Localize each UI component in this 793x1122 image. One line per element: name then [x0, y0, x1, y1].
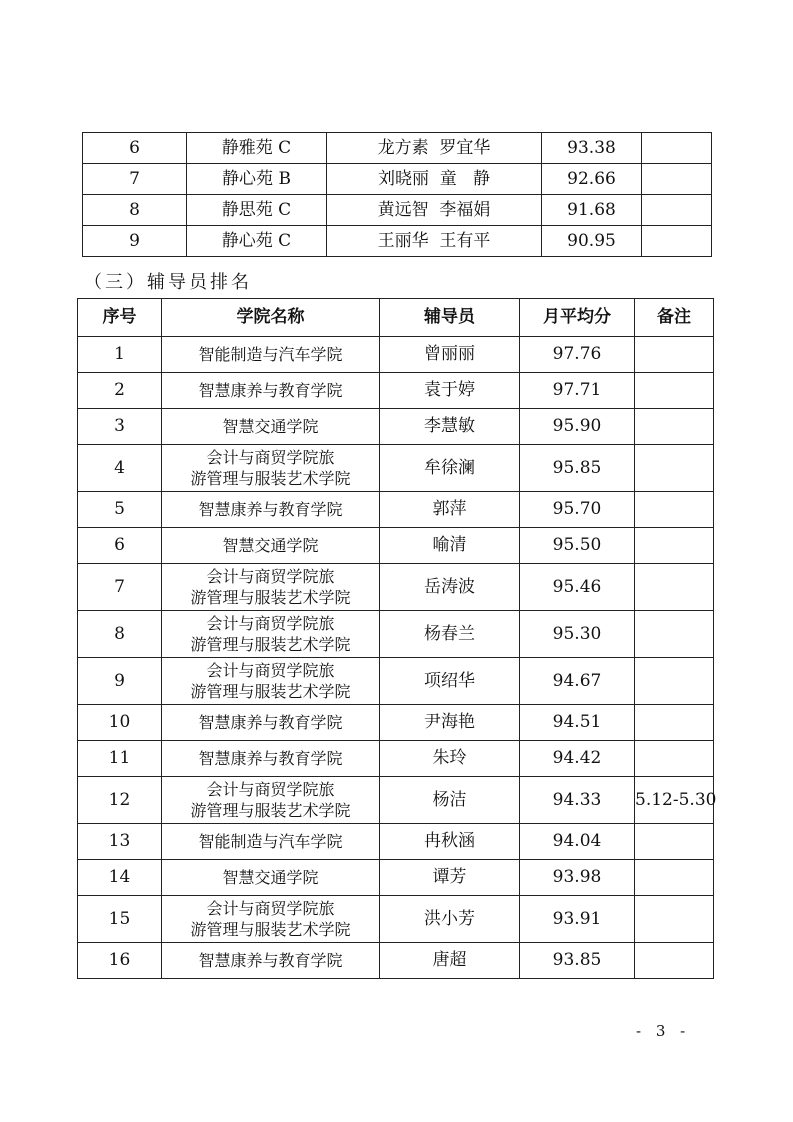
counselor-name: 李慧敏 — [380, 409, 520, 445]
college-name-line: 智慧康养与教育学院 — [198, 500, 343, 519]
college-name — [162, 860, 380, 896]
college-name — [162, 528, 380, 564]
dorm-name: 静心苑 B — [187, 164, 327, 195]
counselor-ranking-table — [77, 298, 717, 979]
table-row — [78, 611, 714, 658]
row-index: 1 — [78, 337, 162, 373]
monthly-average-score: 93.98 — [520, 860, 635, 896]
remarks — [635, 824, 714, 860]
table-row — [78, 492, 714, 528]
college-name-line: 智慧交通学院 — [222, 536, 319, 555]
counselor-name: 谭芳 — [380, 860, 520, 896]
table-row — [78, 741, 714, 777]
dorm-staff-names: 龙方素 罗宜华 — [327, 133, 542, 164]
remarks — [635, 528, 714, 564]
counselor-name: 牟徐澜 — [380, 445, 520, 492]
college-name — [162, 705, 380, 741]
college-name — [162, 896, 380, 943]
table-row — [78, 373, 714, 409]
counselor-name: 项绍华 — [380, 658, 520, 705]
dorm-name: 静思苑 C — [187, 195, 327, 226]
table-row — [83, 133, 712, 164]
score: 93.38 — [542, 133, 642, 164]
remarks — [635, 658, 714, 705]
table-row — [78, 337, 714, 373]
monthly-average-score: 93.91 — [520, 896, 635, 943]
counselor-name: 尹海艳 — [380, 705, 520, 741]
dorm-staff-names: 刘晓丽 童 静 — [327, 164, 542, 195]
college-name — [162, 492, 380, 528]
college-name — [162, 741, 380, 777]
college-name — [162, 943, 380, 979]
row-index: 8 — [83, 195, 187, 226]
college-name — [162, 445, 380, 492]
row-index: 15 — [78, 896, 162, 943]
row-index: 3 — [78, 409, 162, 445]
counselor-name: 杨洁 — [380, 777, 520, 824]
remarks — [635, 492, 714, 528]
college-name-line: 智慧康养与教育学院 — [198, 381, 343, 400]
dorm-name: 静心苑 C — [187, 226, 327, 257]
row-index: 13 — [78, 824, 162, 860]
college-name-line: 智慧交通学院 — [222, 417, 319, 436]
college-name-line: 会计与商贸学院旅 — [206, 661, 335, 680]
row-index: 9 — [78, 658, 162, 705]
dorm-table-body — [83, 133, 712, 257]
college-name-line: 智慧康养与教育学院 — [198, 749, 343, 768]
counselor-name: 朱玲 — [380, 741, 520, 777]
monthly-average-score: 95.85 — [520, 445, 635, 492]
college-name-line: 游管理与服装艺术学院 — [190, 801, 351, 820]
counselor-name: 唐超 — [380, 943, 520, 979]
remarks — [635, 860, 714, 896]
counselor-name: 冉秋涵 — [380, 824, 520, 860]
remarks — [635, 611, 714, 658]
college-name — [162, 409, 380, 445]
monthly-average-score: 95.70 — [520, 492, 635, 528]
header-remarks: 备注 — [635, 299, 714, 337]
college-name — [162, 611, 380, 658]
college-name-line: 游管理与服装艺术学院 — [190, 920, 351, 939]
college-name-line: 智慧康养与教育学院 — [198, 713, 343, 732]
remarks — [635, 741, 714, 777]
college-name-line: 游管理与服装艺术学院 — [190, 635, 351, 654]
college-name-line: 智能制造与汽车学院 — [198, 832, 343, 851]
header-monthly-average: 月平均分 — [520, 299, 635, 337]
monthly-average-score: 94.51 — [520, 705, 635, 741]
remarks — [642, 195, 712, 226]
table-row — [78, 564, 714, 611]
table-row — [78, 658, 714, 705]
counselor-table-header-row — [78, 299, 714, 337]
remarks — [635, 896, 714, 943]
monthly-average-score: 97.76 — [520, 337, 635, 373]
dorm-staff-names: 王丽华 王有平 — [327, 226, 542, 257]
row-index: 4 — [78, 445, 162, 492]
remarks — [635, 445, 714, 492]
header-counselor: 辅导员 — [380, 299, 520, 337]
college-name — [162, 373, 380, 409]
row-index: 7 — [83, 164, 187, 195]
monthly-average-score: 95.30 — [520, 611, 635, 658]
remarks — [642, 164, 712, 195]
college-name-line: 游管理与服装艺术学院 — [190, 682, 351, 701]
counselor-name: 洪小芳 — [380, 896, 520, 943]
row-index: 6 — [78, 528, 162, 564]
remarks — [635, 337, 714, 373]
score: 91.68 — [542, 195, 642, 226]
college-name-line: 会计与商贸学院旅 — [206, 448, 335, 467]
dorm-name: 静雅苑 C — [187, 133, 327, 164]
monthly-average-score: 94.67 — [520, 658, 635, 705]
table-row — [78, 445, 714, 492]
counselor-name: 袁于婷 — [380, 373, 520, 409]
monthly-average-score: 95.46 — [520, 564, 635, 611]
row-index: 7 — [78, 564, 162, 611]
monthly-average-score: 93.85 — [520, 943, 635, 979]
row-index: 12 — [78, 777, 162, 824]
remarks — [635, 564, 714, 611]
counselor-name: 岳涛波 — [380, 564, 520, 611]
remarks — [635, 705, 714, 741]
college-name — [162, 777, 380, 824]
table-row — [78, 777, 714, 824]
remarks — [635, 409, 714, 445]
remarks — [642, 133, 712, 164]
counselor-name: 杨春兰 — [380, 611, 520, 658]
table-row — [78, 896, 714, 943]
college-name-line: 会计与商贸学院旅 — [206, 899, 335, 918]
row-index: 2 — [78, 373, 162, 409]
header-college: 学院名称 — [162, 299, 380, 337]
monthly-average-score: 94.42 — [520, 741, 635, 777]
college-name-line: 游管理与服装艺术学院 — [190, 469, 351, 488]
dorm-staff-names: 黄远智 李福娟 — [327, 195, 542, 226]
table-row — [78, 705, 714, 741]
monthly-average-score: 95.50 — [520, 528, 635, 564]
college-name-line: 智能制造与汽车学院 — [198, 345, 343, 364]
row-index: 9 — [83, 226, 187, 257]
monthly-average-score: 94.33 — [520, 777, 635, 824]
row-index: 10 — [78, 705, 162, 741]
monthly-average-score: 97.71 — [520, 373, 635, 409]
college-name-line: 会计与商贸学院旅 — [206, 780, 335, 799]
header-index: 序号 — [78, 299, 162, 337]
table-row — [78, 409, 714, 445]
row-index: 11 — [78, 741, 162, 777]
monthly-average-score: 95.90 — [520, 409, 635, 445]
row-index: 8 — [78, 611, 162, 658]
college-name — [162, 658, 380, 705]
counselor-name: 郭萍 — [380, 492, 520, 528]
table-row — [83, 195, 712, 226]
table-row — [83, 164, 712, 195]
counselor-name: 曾丽丽 — [380, 337, 520, 373]
table-row — [78, 528, 714, 564]
college-name-line: 会计与商贸学院旅 — [206, 567, 335, 586]
table-row — [78, 943, 714, 979]
score: 92.66 — [542, 164, 642, 195]
table-row — [78, 824, 714, 860]
row-index: 6 — [83, 133, 187, 164]
remarks — [642, 226, 712, 257]
counselor-name: 喻清 — [380, 528, 520, 564]
remarks: 5.12-5.30 — [635, 777, 714, 824]
remarks — [635, 373, 714, 409]
page-number: - 3 - — [636, 1022, 691, 1040]
row-index: 5 — [78, 492, 162, 528]
row-index: 14 — [78, 860, 162, 896]
row-index: 16 — [78, 943, 162, 979]
college-name — [162, 824, 380, 860]
score: 90.95 — [542, 226, 642, 257]
counselor-table-body — [78, 337, 717, 979]
college-name-line: 智慧康养与教育学院 — [198, 951, 343, 970]
monthly-average-score: 94.04 — [520, 824, 635, 860]
college-name — [162, 337, 380, 373]
table-row — [78, 860, 714, 896]
college-name — [162, 564, 380, 611]
college-name-line: 会计与商贸学院旅 — [206, 614, 335, 633]
table-row — [83, 226, 712, 257]
dorm-ranking-table — [82, 132, 712, 257]
section-title: （三）辅导员排名 — [84, 272, 252, 293]
college-name-line: 游管理与服装艺术学院 — [190, 588, 351, 607]
college-name-line: 智慧交通学院 — [222, 868, 319, 887]
remarks — [635, 943, 714, 979]
